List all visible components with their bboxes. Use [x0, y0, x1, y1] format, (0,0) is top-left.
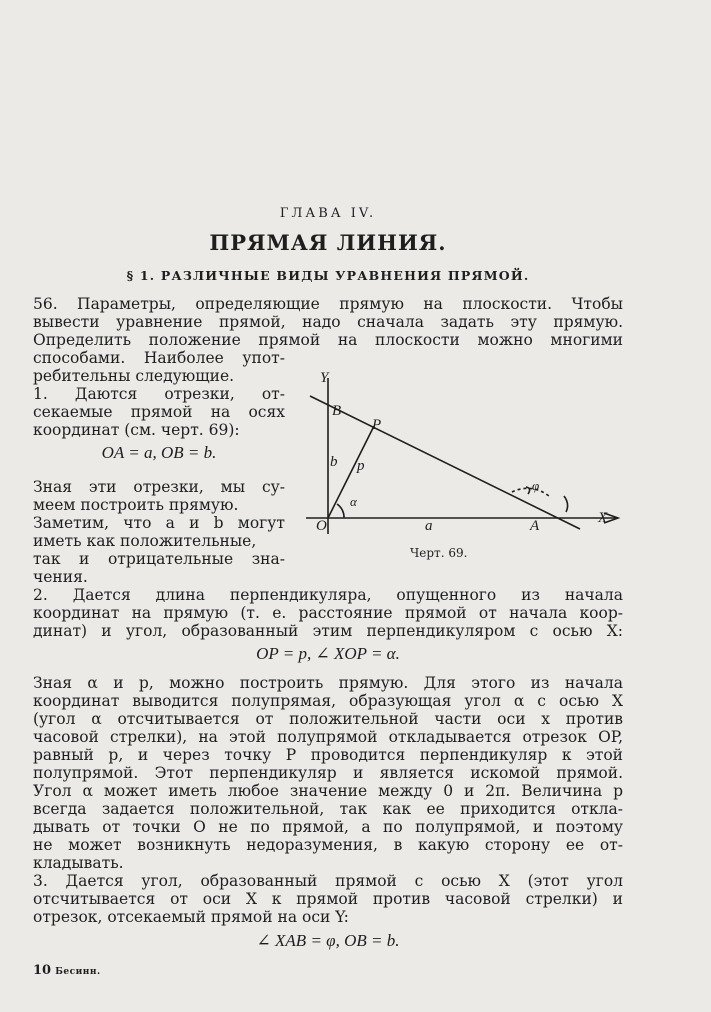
text-line: способами. Наиболее упот-	[33, 349, 285, 367]
text-line: равный p, и через точку P проводится перпендикуляр к этой	[33, 746, 623, 764]
text-line: меем построить прямую.	[33, 496, 239, 514]
text-line: часовой стрелки), на этой полупрямой откладывается отрезок OP,	[33, 728, 623, 746]
label-b-segment: b	[330, 454, 338, 470]
text-line: 1. Даются отрезки, от-	[33, 385, 285, 403]
text-line: кладывать.	[33, 854, 124, 872]
text-line: 2. Дается длина перпендикуляра, опущенного из начала	[33, 586, 623, 604]
text-line: секаемые прямой на осях	[33, 403, 285, 421]
text-line: координат на прямую (т. е. расстояние прямой от начала коор-	[33, 604, 623, 622]
label-b-point: B	[332, 403, 342, 419]
phi-arc	[512, 488, 550, 497]
text-line: ребительны следующие.	[33, 367, 235, 385]
text-line: 3. Дается угол, образованный прямой с осью X (этот угол	[33, 872, 623, 890]
text-line: отрезок, отсекаемый прямой на оси Y:	[33, 908, 349, 926]
text-line: дывать от точки O не по прямой, а по полупрямой, и поэтому	[33, 818, 623, 836]
text-line: чения.	[33, 568, 88, 586]
formula-segments: OA = a, OB = b.	[101, 443, 217, 462]
page-number: 10	[33, 963, 52, 978]
text-line: Зная эти отрезки, мы су-	[33, 478, 285, 496]
text-line: Зная α и p, можно построить прямую. Для этого из начала	[33, 674, 623, 692]
label-phi: φ	[532, 478, 540, 493]
label-p-point: P	[372, 417, 382, 433]
text-line: координат (см. черт. 69):	[33, 421, 240, 439]
phi-arrow	[526, 487, 530, 494]
alpha-arc	[337, 504, 344, 518]
text-line: динат) и угол, образованный этим перпендикуляром с осью X:	[33, 622, 623, 640]
chapter-title: ПРЯМАЯ ЛИНИЯ.	[209, 230, 447, 255]
formula-op: OP = p, ∠ XOP = α.	[256, 644, 400, 663]
text-line: иметь как положительные,	[33, 532, 257, 550]
text-line: полупрямой. Этот перпендикуляр и является искомой прямой.	[33, 764, 623, 782]
text-line: (угол α отсчитывается от положительной части оси x против	[33, 710, 623, 728]
text-line: вывести уравнение прямой, надо сначала задать эту прямую.	[33, 313, 623, 331]
label-alpha: α	[350, 494, 357, 509]
text-line: отсчитывается от оси X к прямой против часовой стрелки) и	[33, 890, 623, 908]
label-a-point: A	[530, 518, 540, 534]
figure-69-diagram	[302, 366, 627, 546]
formula-xab: ∠ XAB = φ, OB = b.	[256, 931, 400, 950]
label-a-segment: a	[425, 518, 433, 534]
chapter-heading: ГЛАВА IV.	[279, 206, 377, 221]
section-heading: § 1. РАЗЛИЧНЫЕ ВИДЫ УРАВНЕНИЯ ПРЯМОЙ.	[126, 268, 530, 283]
text-line: не может возникнуть недоразумения, в какую сторону ее от-	[33, 836, 623, 854]
text-line: Определить положение прямой на плоскости можно многими	[33, 331, 623, 349]
label-y: Y	[320, 370, 329, 386]
text-line: 56. Параметры, определяющие прямую на плоскости. Чтобы	[33, 295, 623, 313]
phi-tick	[564, 496, 568, 512]
label-origin: O	[316, 518, 327, 534]
figure-caption: Черт. 69.	[410, 546, 468, 560]
text-line: всегда задается положительной, так как ее приходится откла-	[33, 800, 623, 818]
page-footer	[33, 962, 623, 981]
text-line: так и отрицательные зна-	[33, 550, 285, 568]
signature-mark: Бесинн.	[55, 967, 101, 977]
label-p-segment: p	[357, 458, 365, 474]
line-ab	[310, 396, 580, 529]
text-line: Угол α может иметь любое значение между 0 и 2π. Величина p	[33, 782, 623, 800]
text-line: координат выводится полупрямая, образующая угол α с осью X	[33, 692, 623, 710]
label-x: X	[598, 510, 608, 526]
text-line: Заметим, что a и b могут	[33, 514, 285, 532]
